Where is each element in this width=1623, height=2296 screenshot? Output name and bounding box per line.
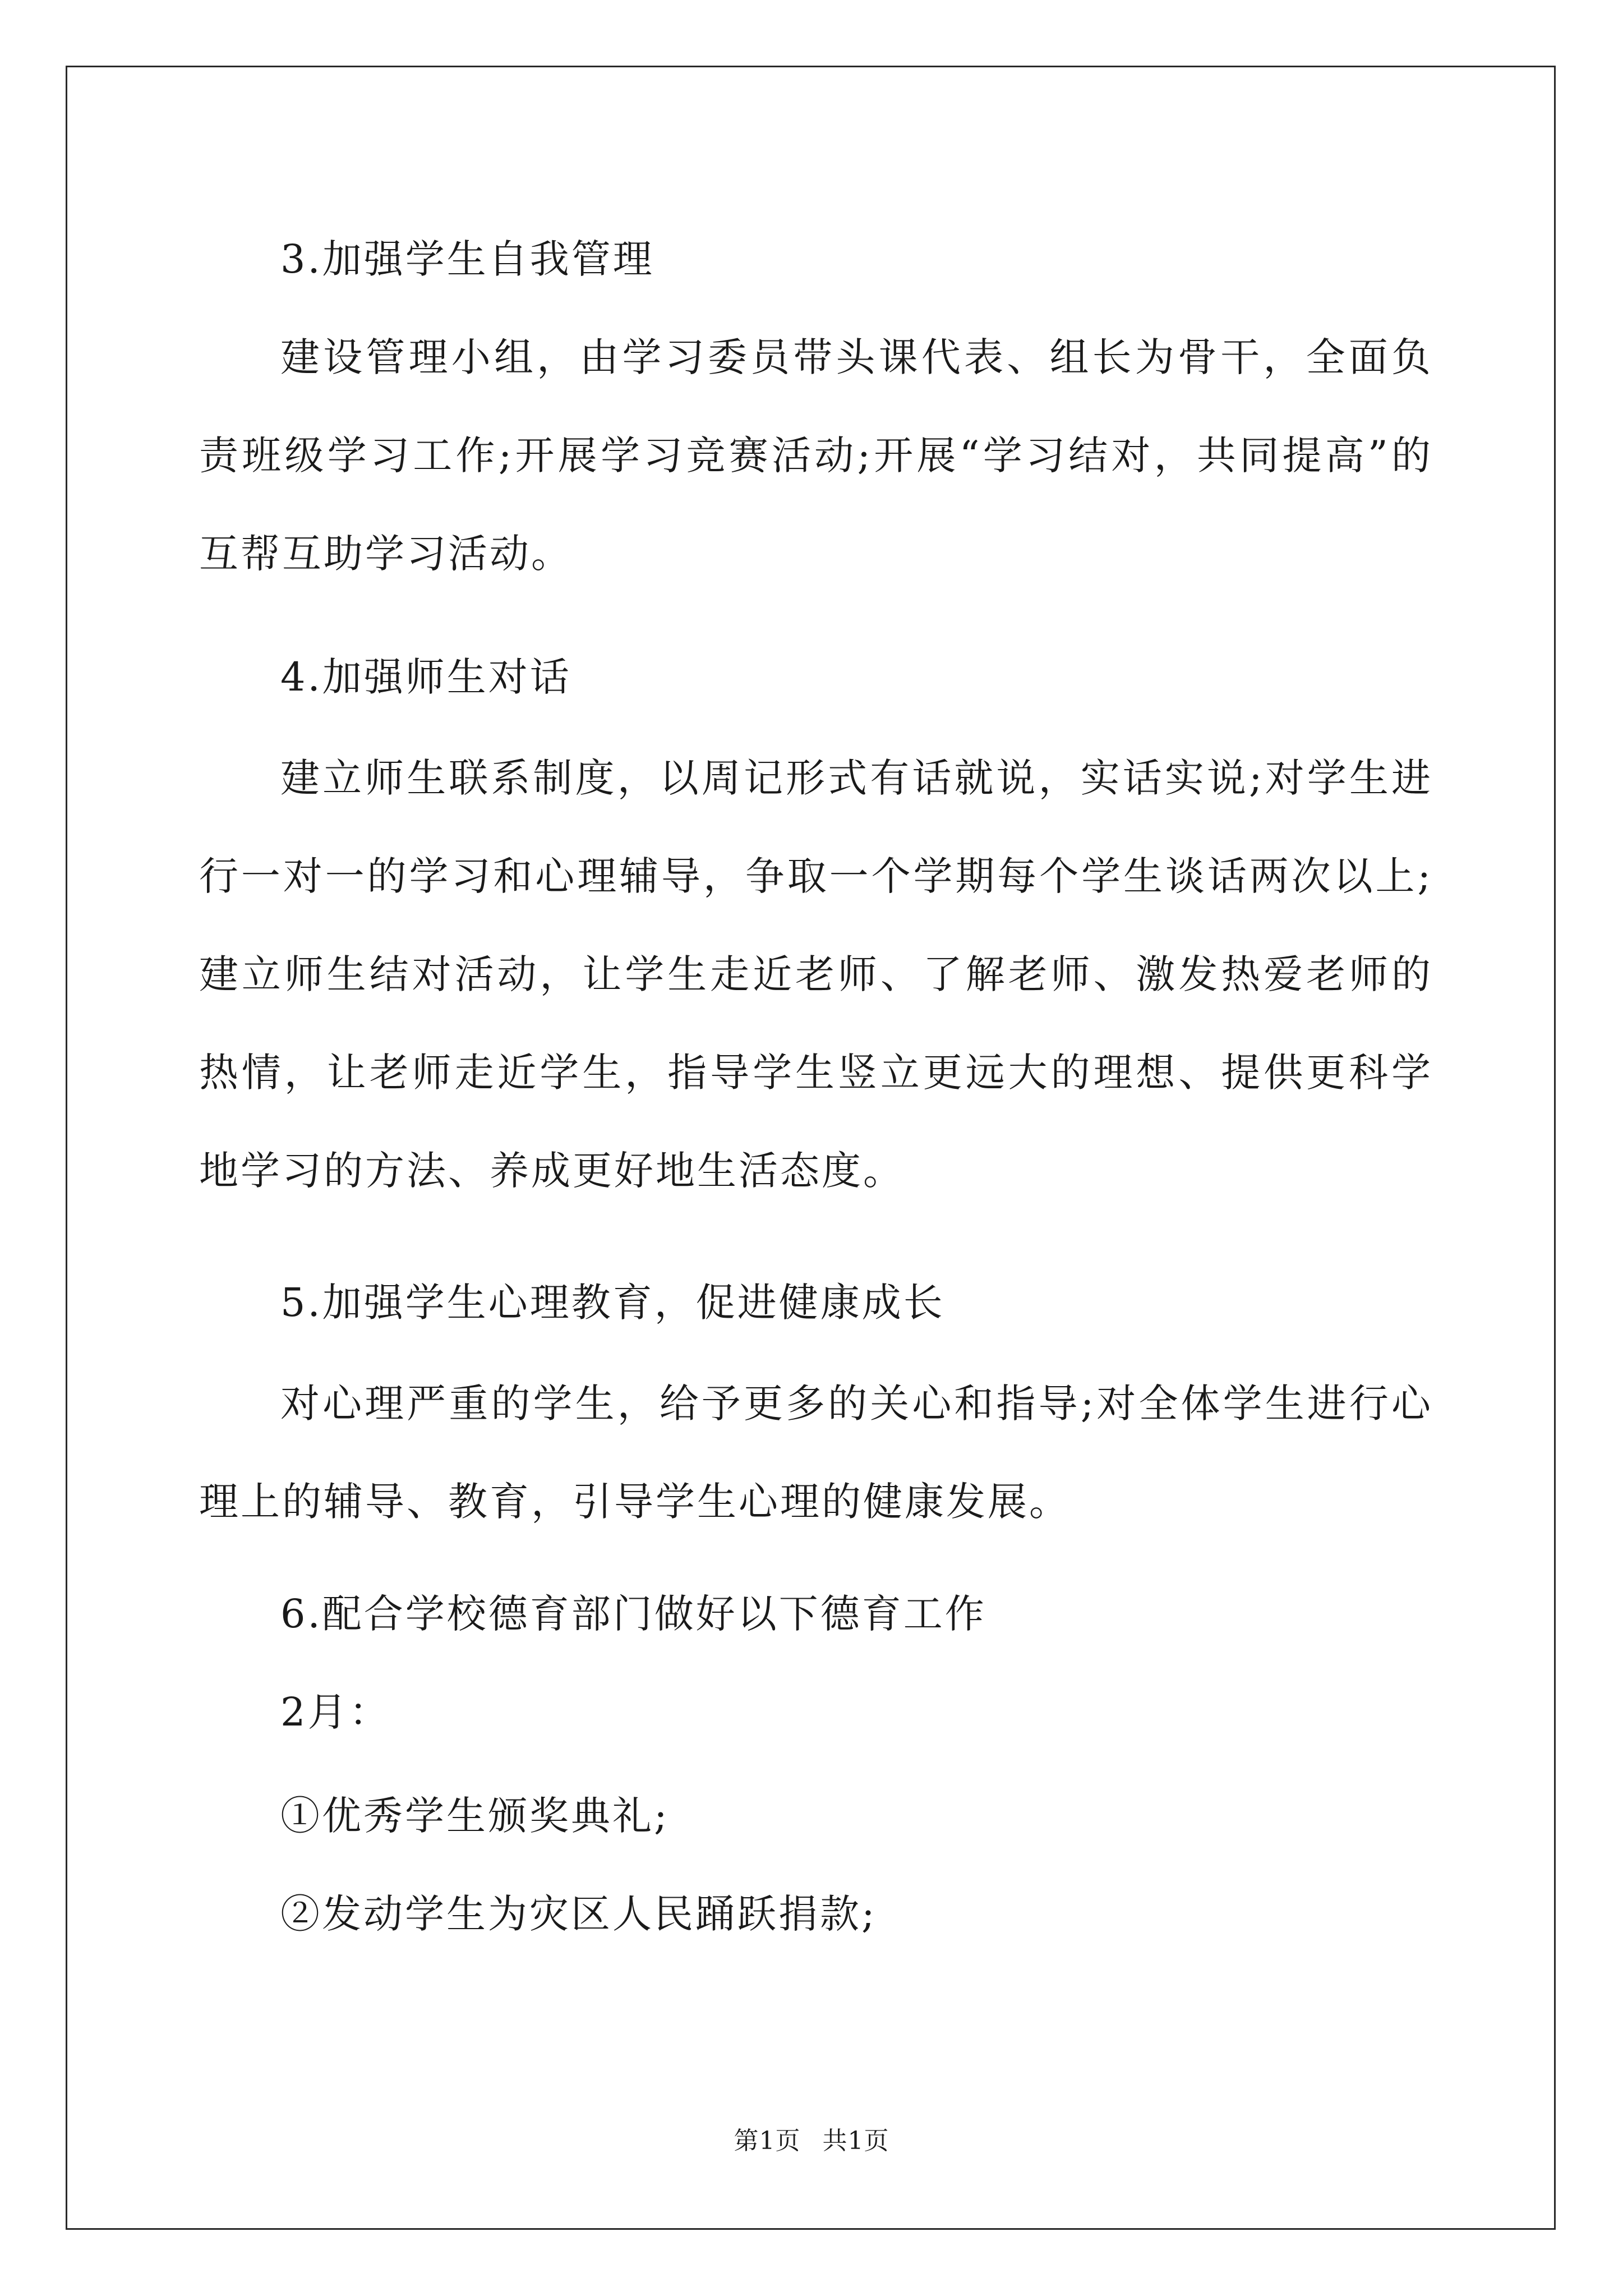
paragraph-4: 建立师生联系制度，以周记形式有话就说，实话实说;对学生进行一对一的学习和心理辅导，争取一个学期每个学生谈话两次以上;建立师生结对活动，让学生走近老师、了解老师、激发热爱老师的热情，让老师走近学生，指导学生竖立更远大的理想、提供更科学地学习的方法、养成更好地生活态度。 (199, 755, 1433, 1194)
paragraph-5: 对心理严重的学生，给予更多的关心和指导;对全体学生进行心理上的辅导、教育，引导学生心理的健康发展。 (199, 1381, 1433, 1525)
page-number-current: 第1页 (734, 2127, 801, 2155)
list-item-1: ①优秀学生颁奖典礼; (280, 1793, 670, 1839)
paragraph-3: 建设管理小组，由学习委员带头课代表、组长为骨干，全面负责班级学习工作;开展学习竞赛活动;开展“学习结对，共同提高”的互帮互助学习活动。 (199, 334, 1433, 577)
heading-5: 5.加强学生心理教育，促进健康成长 (280, 1280, 945, 1326)
month-label: 2月： (280, 1689, 391, 1735)
heading-4: 4.加强师生对话 (280, 654, 571, 700)
page-number-total: 共1页 (822, 2127, 889, 2155)
list-item-2: ②发动学生为灾区人民踊跃捐款; (280, 1891, 877, 1937)
page-footer (0, 2120, 1623, 2156)
heading-3: 3.加强学生自我管理 (280, 236, 654, 282)
heading-6: 6.配合学校德育部门做好以下德育工作 (280, 1591, 986, 1637)
